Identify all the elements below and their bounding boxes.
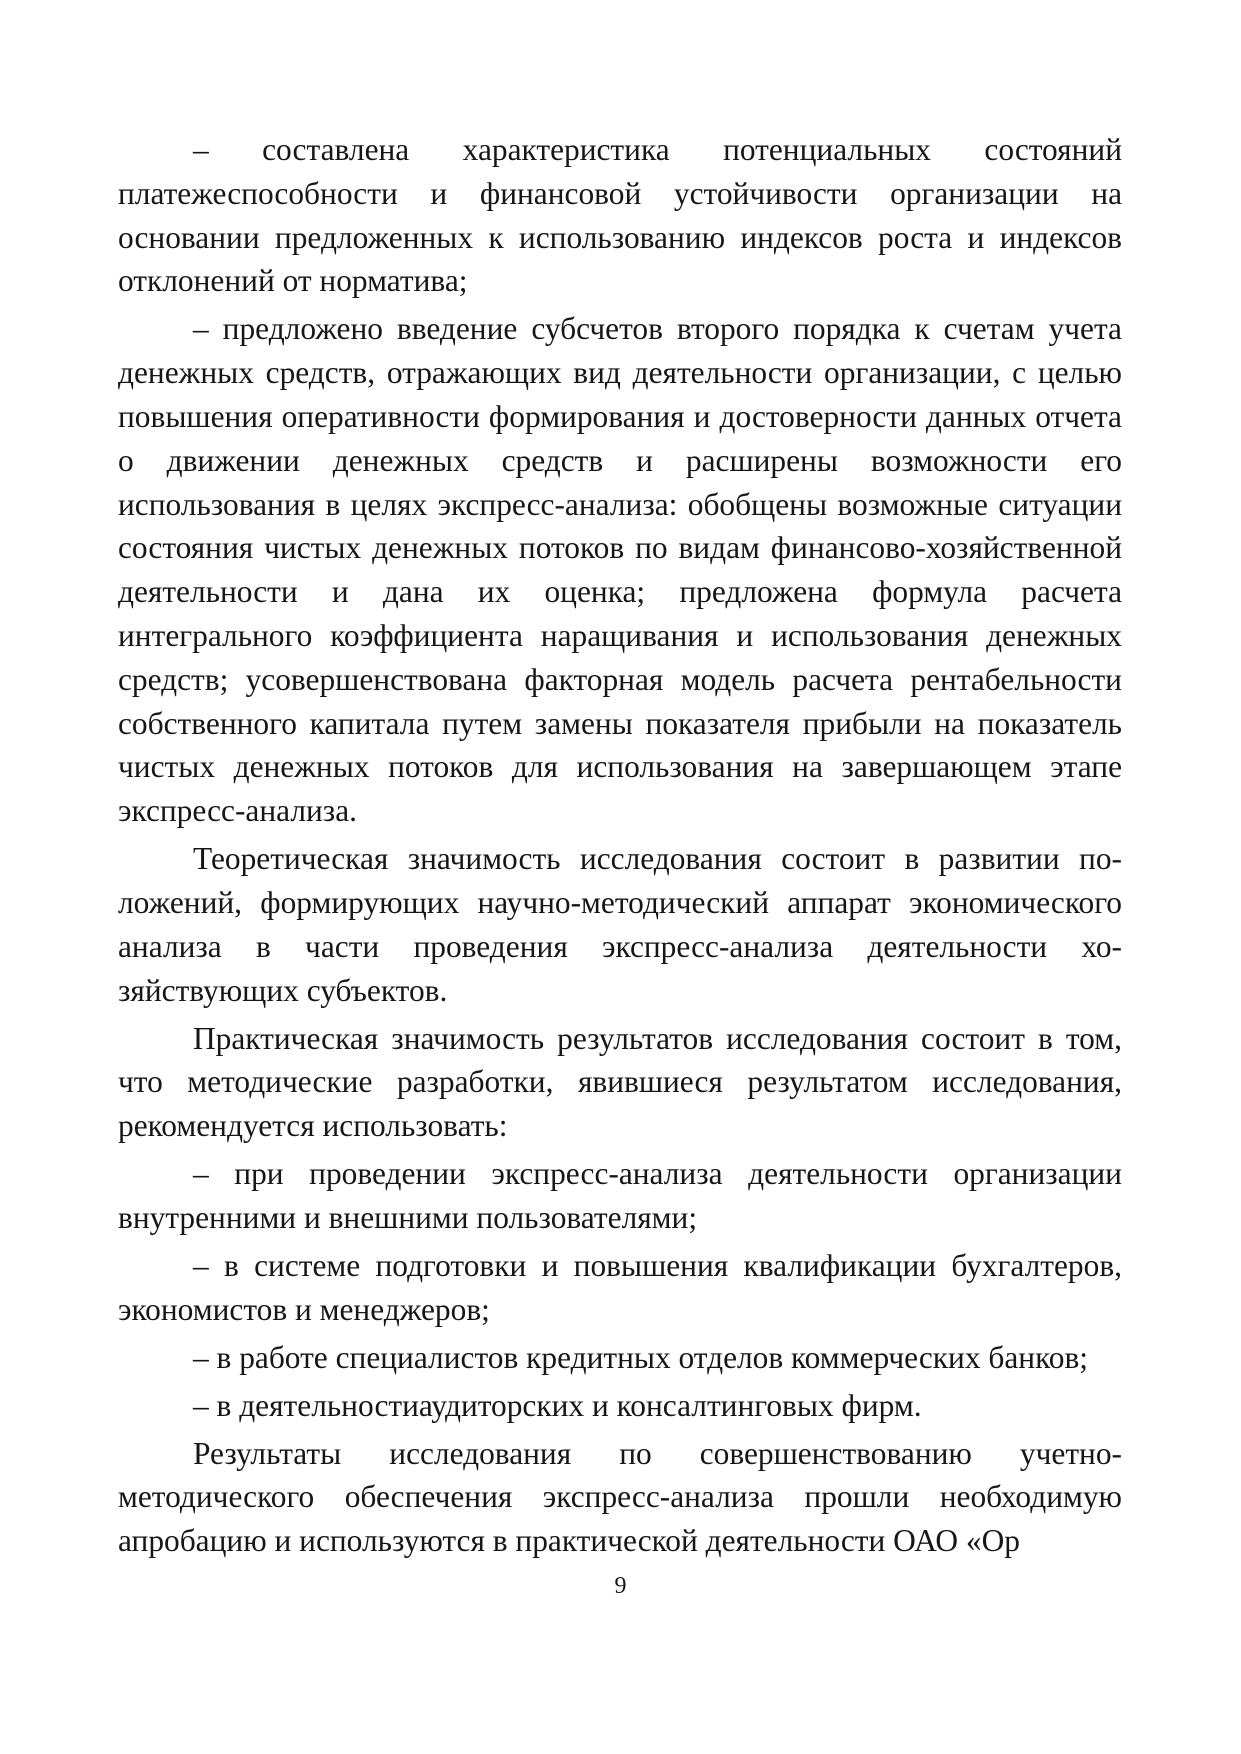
- paragraph-subaccounts: – предложено введение субсчетов второго порядка к счетам учета денежных средств, отражающих вид деятельности организации, с целью повышения оперативности формирования и достоверности данных отчета о движении денежных средств и расширены возможности его использования в целях экспресс-анализа: обобщены возможные ситуации состояния чистых денежных потоков по видам финансово-хозяйственной деятельности и дана их оценка; предложена формула расчета интегрального коэффициента наращивания и использования денежных средств; усовершенствована факторная модель расчета рентабельности собственного капитала путем замены показателя прибыли на показатель чистых денежных потоков для использования на завершающем этапе экспресс-анализа.: [118, 311, 1122, 829]
- paragraph-practical-significance: Практическая значимость результатов исследования состоит в том, что методические разработки, явившиеся результатом исследования, рекомендуется использовать:: [118, 1020, 1122, 1144]
- page-number: 9: [614, 1573, 627, 1599]
- list-item-training: – в системе подготовки и повышения квалификации бухгалтеров, экономистов и менеджеров;: [118, 1247, 1122, 1327]
- body-text: [118, 128, 1122, 1567]
- list-item-audit-firms: – в деятельностиаудиторских и консалтинговых фирм.: [193, 1387, 922, 1423]
- list-item-express-analysis: – при проведении экспресс-анализа деятельности организации внутренними и внешними пользователями;: [118, 1156, 1122, 1235]
- list-item-credit-departments: – в работе специалистов кредитных отделов коммерческих банков;: [193, 1339, 1088, 1375]
- paragraph-approbation: Результаты исследования по совершенствованию учетно-методического обеспечения экспресс-анализа прошли необходимую апробацию и используются в практической деятельности ОАО «Ор: [118, 1435, 1122, 1559]
- paragraph-theoretical-significance: Теоретическая значимость исследования состоит в развитии положений, формирующих научно-методический аппарат экономического анализа в части проведения экспресс-анализа деятельности хозяйствующих субъектов.: [118, 841, 1122, 1008]
- paragraph-potential-states: – составлена характеристика потенциальных состояний платежеспособности и финансовой устойчивости организации на основании предложенных к использованию индексов роста и индексов отклонений от норматива;: [118, 132, 1122, 299]
